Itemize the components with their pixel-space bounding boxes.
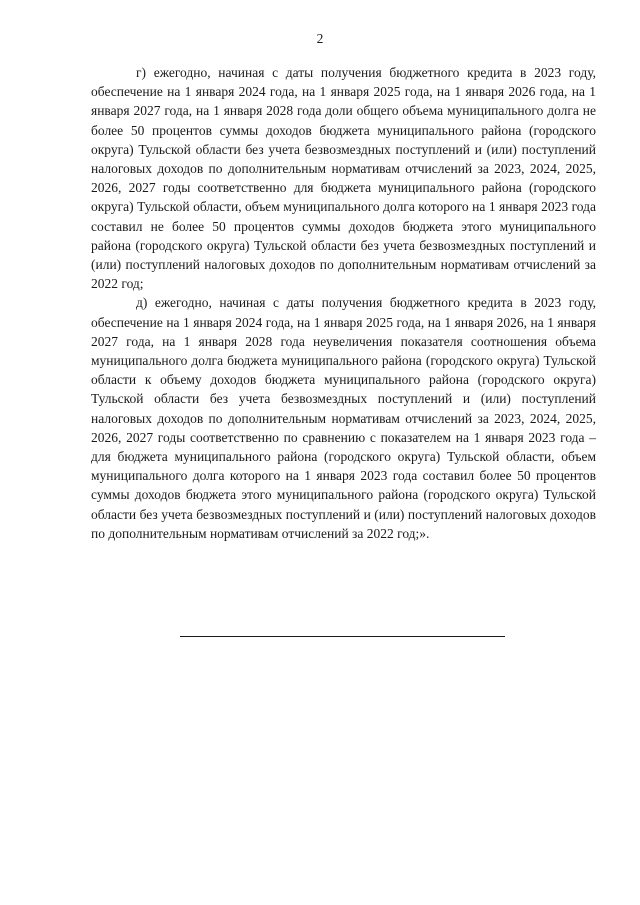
document-body [91,63,596,543]
page-number: 2 [316,31,324,46]
paragraph-g: г) ежегодно, начиная с даты получения бюджетного кредита в 2023 году, обеспечение на 1 января 2024 года, на 1 января 2025 года, на 1 января 2026 года, на 1 января 2027 года, на 1 января 2028 года доли общего объема муниципального долга не более 50 процентов суммы доходов бюджета муниципального района (городского округа) Тульской области без учета безвозмездных поступлений и (или) поступлений налоговых доходов по дополнительным нормативам отчислений за 2023, 2024, 2025, 2026, 2027 годы соответственно для бюджета муниципального района (городского округа) Тульской области, объем муниципального долга которого на 1 января 2023 года составил не более 50 процентов суммы доходов бюджета этого муниципального района (городского округа) Тульской области без учета безвозмездных поступлений и (или) поступлений налоговых доходов по дополнительным нормативам отчислений за 2022 год; [91,65,596,292]
paragraph-d: д) ежегодно, начиная с даты получения бюджетного кредита в 2023 году, обеспечение на 1 января 2024 года, на 1 января 2025 года, на 1 января 2026, на 1 января 2027 года, на 1 января 2028 года неувеличения показателя соотношения объема муниципального долга бюджета муниципального района (городского округа) Тульской области к объему доходов бюджета муниципального района (городского округа) Тульской области без учета безвозмездных поступлений и (или) поступлений налоговых доходов по дополнительным нормативам отчислений за 2023, 2024, 2025, 2026, 2027 годы соответственно по сравнению с показателем на 1 января 2023 года – для бюджета муниципального района (городского округа) Тульской области, объем муниципального долга которого на 1 января 2023 года составил более 50 процентов суммы доходов бюджета этого муниципального района (городского округа) Тульской области без учета безвозмездных поступлений и (или) поступлений налоговых доходов по дополнительным нормативам отчислений за 2022 год;». [91,295,596,541]
end-divider-line [180,636,505,637]
